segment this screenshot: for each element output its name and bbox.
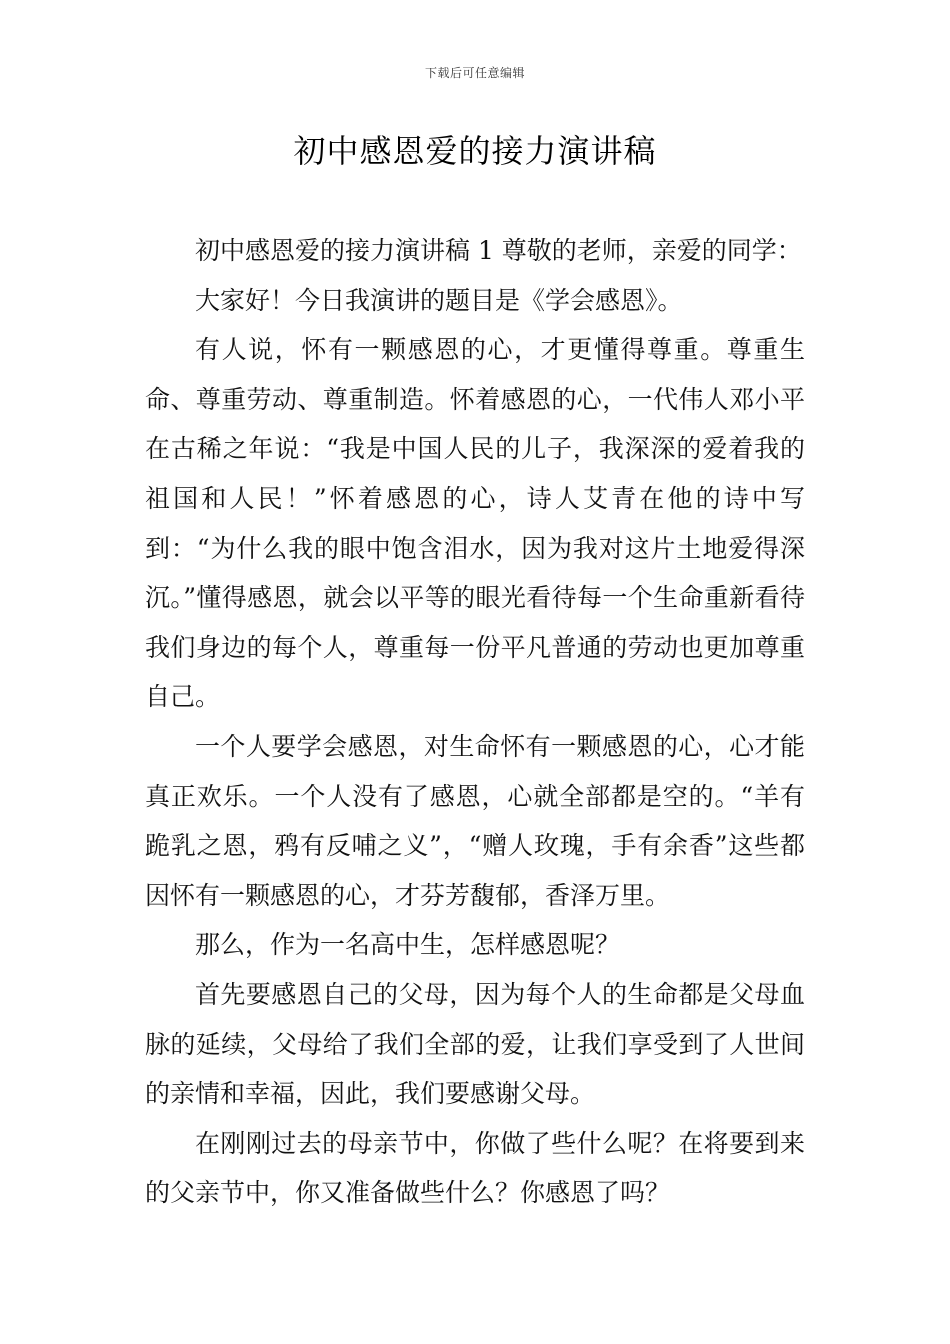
paragraph-5: 那么，作为一名高中生，怎样感恩呢？ — [195, 930, 621, 960]
page-title: 初中感恩爱的接力演讲稿 — [293, 132, 657, 170]
paragraph-3: 有人说，怀有一颗感恩的心，才更懂得尊重。尊重生命、尊重劳动、尊重制造。怀着感恩的心，一代伟人邓小平在古稀之年说：“我是中国人民的儿子，我深深的爱着我的祖国和人民！”怀着感恩的心，诗人艾青在他的诗中写到：“为什么我的眼中饱含泪水，因为我对这片土地爱得深沉。”懂得感恩，就会以平等的眼光看待每一个生命重新看待我们身边的每个人，尊重每一份平凡普通的劳动也更加尊重自己。 — [145, 335, 805, 712]
paragraph-7: 在刚刚过去的母亲节中，你做了些什么呢？在将要到来的父亲节中，你又准备做些什么？你感恩了吗？ — [145, 1128, 805, 1208]
paragraph-6: 首先要感恩自己的父母，因为每个人的生命都是父母血脉的延续，父母给了我们全部的爱，让我们享受到了人世间的亲情和幸福，因此，我们要感谢父母。 — [145, 979, 805, 1109]
paragraph-2: 大家好！今日我演讲的题目是《学会感恩》。 — [195, 285, 683, 315]
paragraph-4: 一个人要学会感恩，对生命怀有一颗感恩的心，心才能真正欢乐。一个人没有了感恩，心就全部都是空的。“羊有跪乳之恩，鸦有反哺之义”，“赠人玫瑰，手有余香”这些都因怀有一颗感恩的心，才芬芳馥郁，香泽万里。 — [145, 731, 805, 910]
header-note: 下载后可任意编辑 — [424, 66, 525, 80]
paragraph-1: 初中感恩爱的接力演讲稿 1 尊敬的老师，亲爱的同学： — [195, 236, 802, 265]
document-body — [145, 226, 805, 1218]
